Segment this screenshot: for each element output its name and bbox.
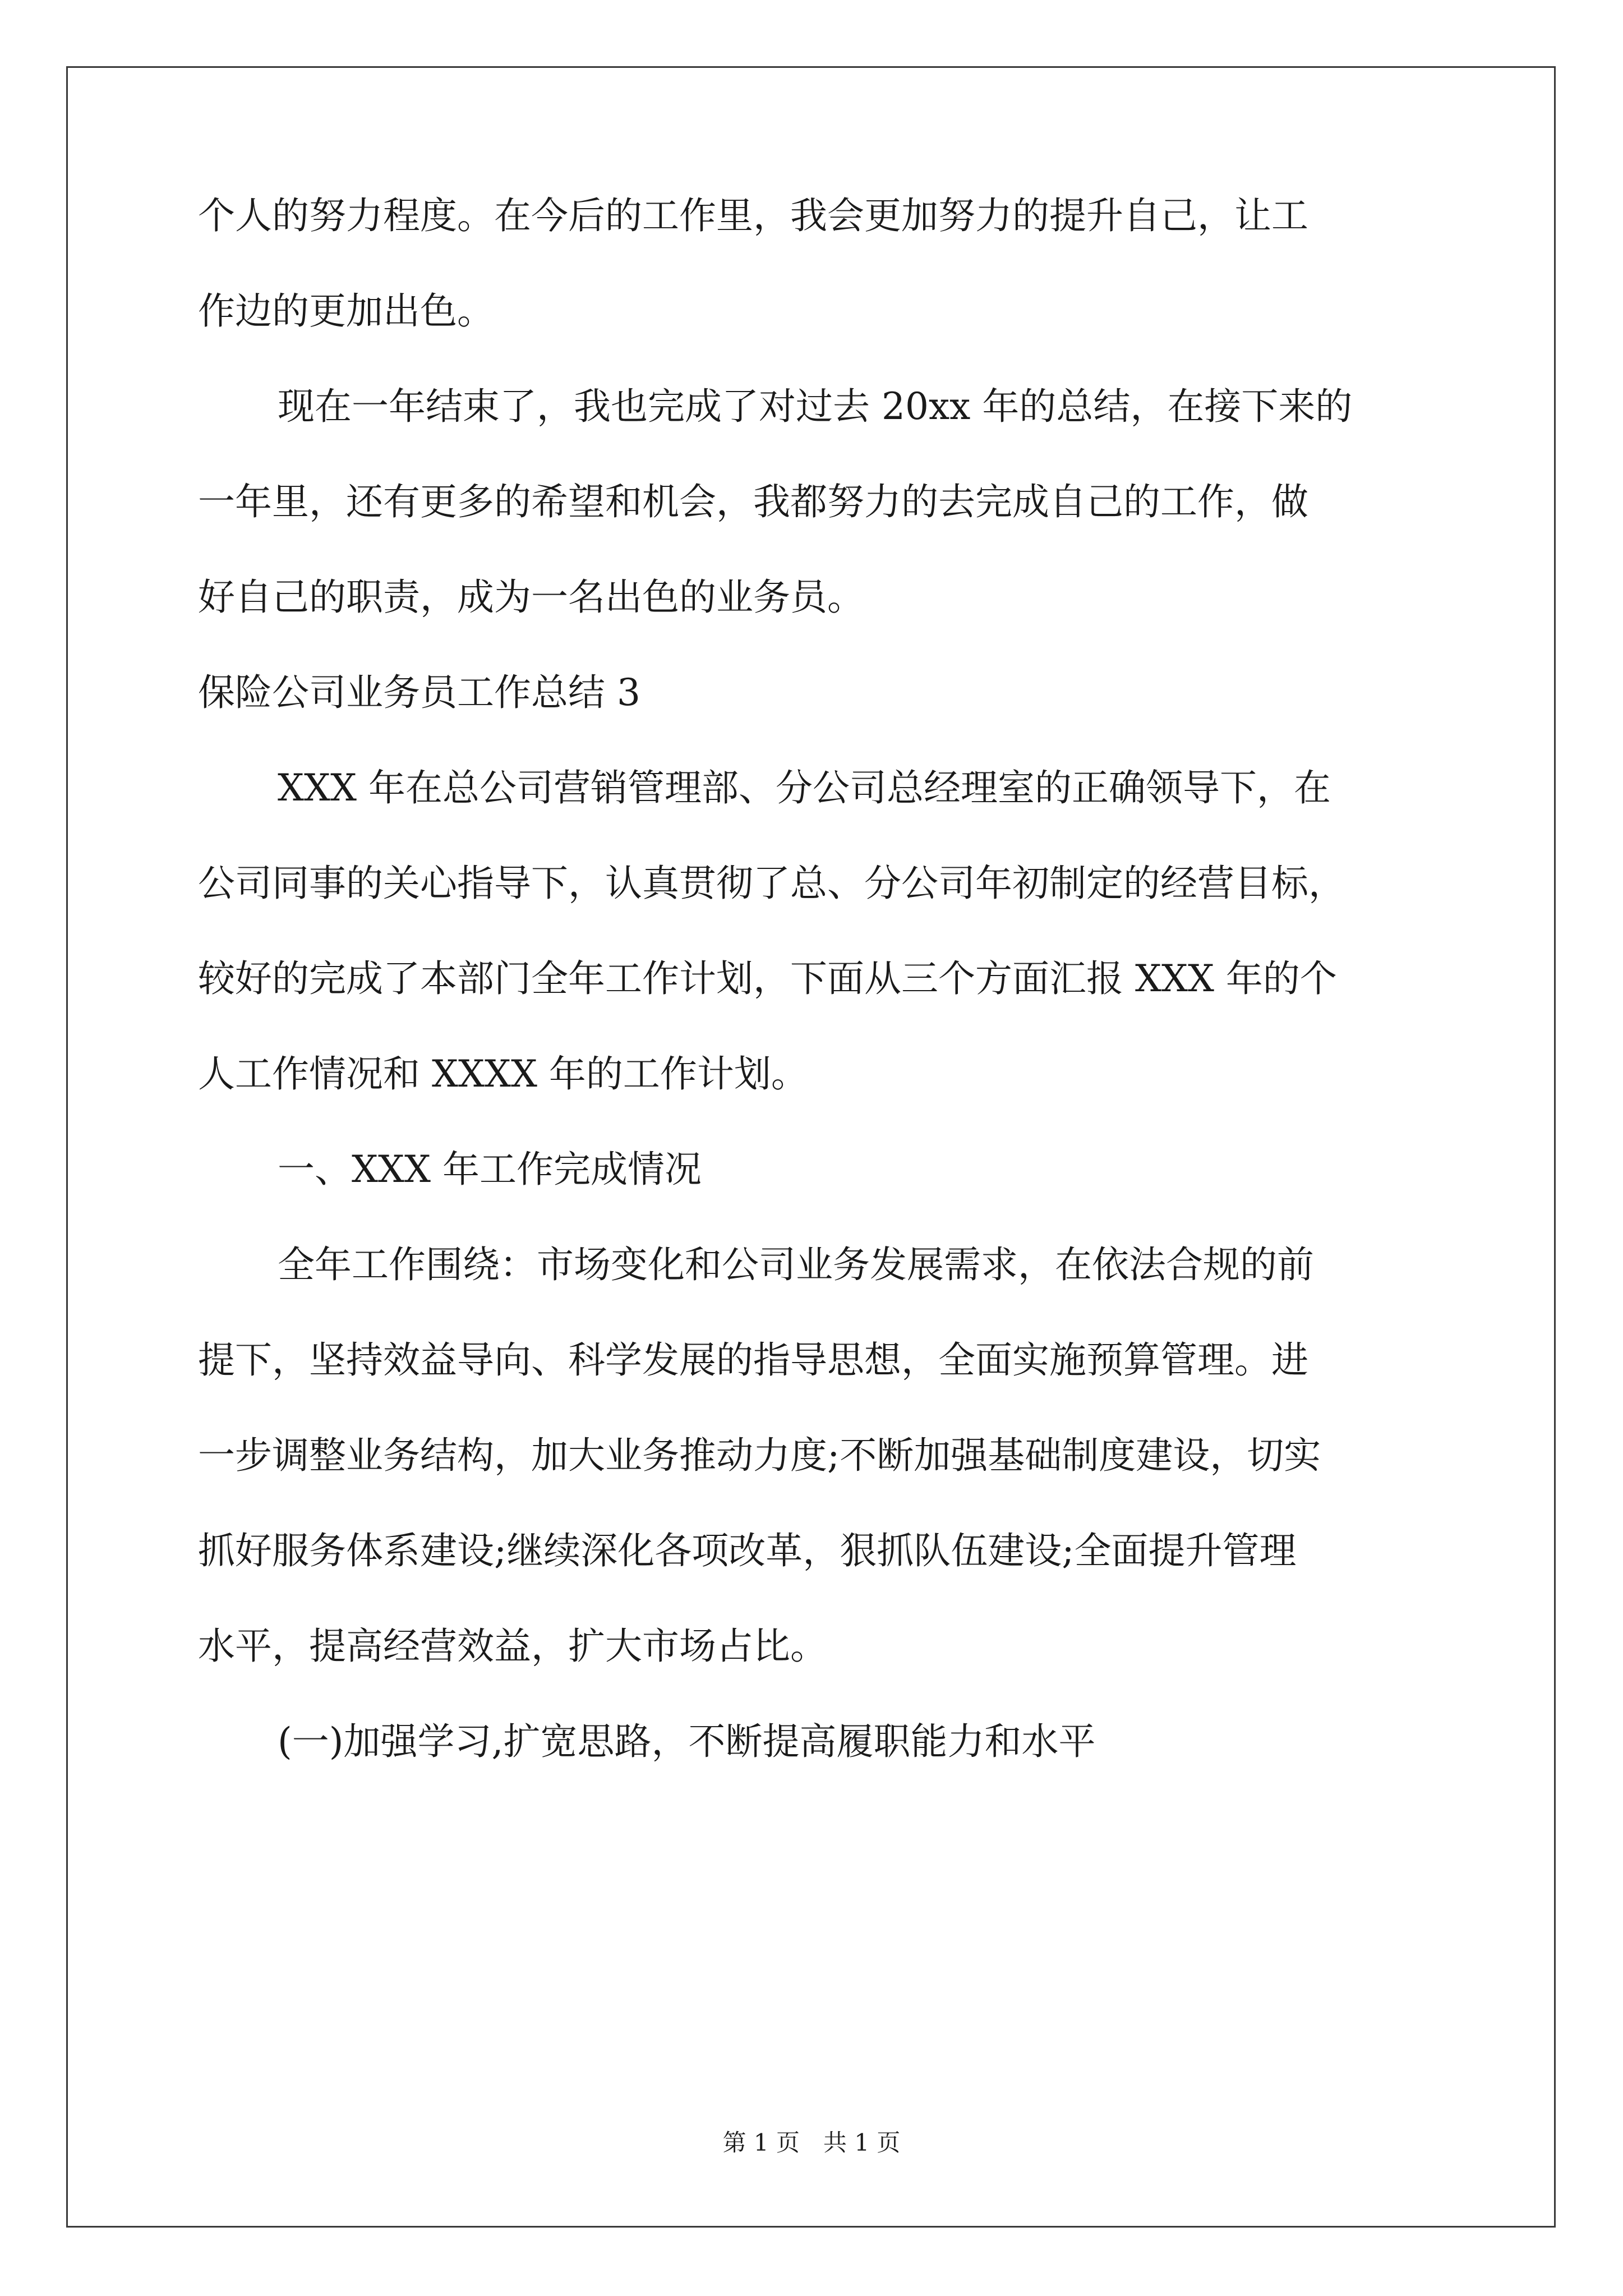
- text-line: 作边的更加出色。: [198, 289, 494, 333]
- page-footer: 第 1 页 共 1 页: [722, 2129, 901, 2156]
- text-line: 人工作情况和 XXXX 年的工作计划。: [198, 1052, 808, 1096]
- paragraph-start: 现在一年结束了，我也完成了对过去 20xx 年的总结，在接下来的: [278, 385, 1353, 428]
- text-line: 抓好服务体系建设;继续深化各项改革，狠抓队伍建设;全面提升管理: [198, 1529, 1297, 1572]
- text-line: 公司同事的关心指导下，认真贯彻了总、分公司年初制定的经营目标，: [198, 862, 1345, 905]
- text-line: 水平，提高经营效益，扩大市场占比。: [198, 1625, 827, 1668]
- paragraph-start: 全年工作围绕：市场变化和公司业务发展需求，在依法合规的前: [278, 1243, 1314, 1286]
- subsection-heading: (一)加强学习,扩宽思路，不断提高履职能力和水平: [278, 1720, 1096, 1763]
- text-line: 一步调整业务结构，加大业务推动力度;不断加强基础制度建设，切实: [198, 1434, 1321, 1477]
- text-line: 好自己的职责，成为一名出色的业务员。: [198, 576, 864, 619]
- section-heading: 保险公司业务员工作总结 3: [198, 671, 640, 714]
- text-line: 个人的努力程度。在今后的工作里，我会更加努力的提升自己，让工: [198, 194, 1308, 237]
- text-line: 提下，坚持效益导向、科学发展的指导思想，全面实施预算管理。进: [198, 1338, 1308, 1382]
- text-line: 较好的完成了本部门全年工作计划，下面从三个方面汇报 XXX 年的个: [198, 957, 1337, 1000]
- text-line: 一年里，还有更多的希望和机会，我都努力的去完成自己的工作，做: [198, 480, 1308, 523]
- subsection-heading: 一、XXX 年工作完成情况: [278, 1148, 702, 1191]
- paragraph-start: XXX 年在总公司营销管理部、分公司总经理室的正确领导下，在: [278, 766, 1331, 809]
